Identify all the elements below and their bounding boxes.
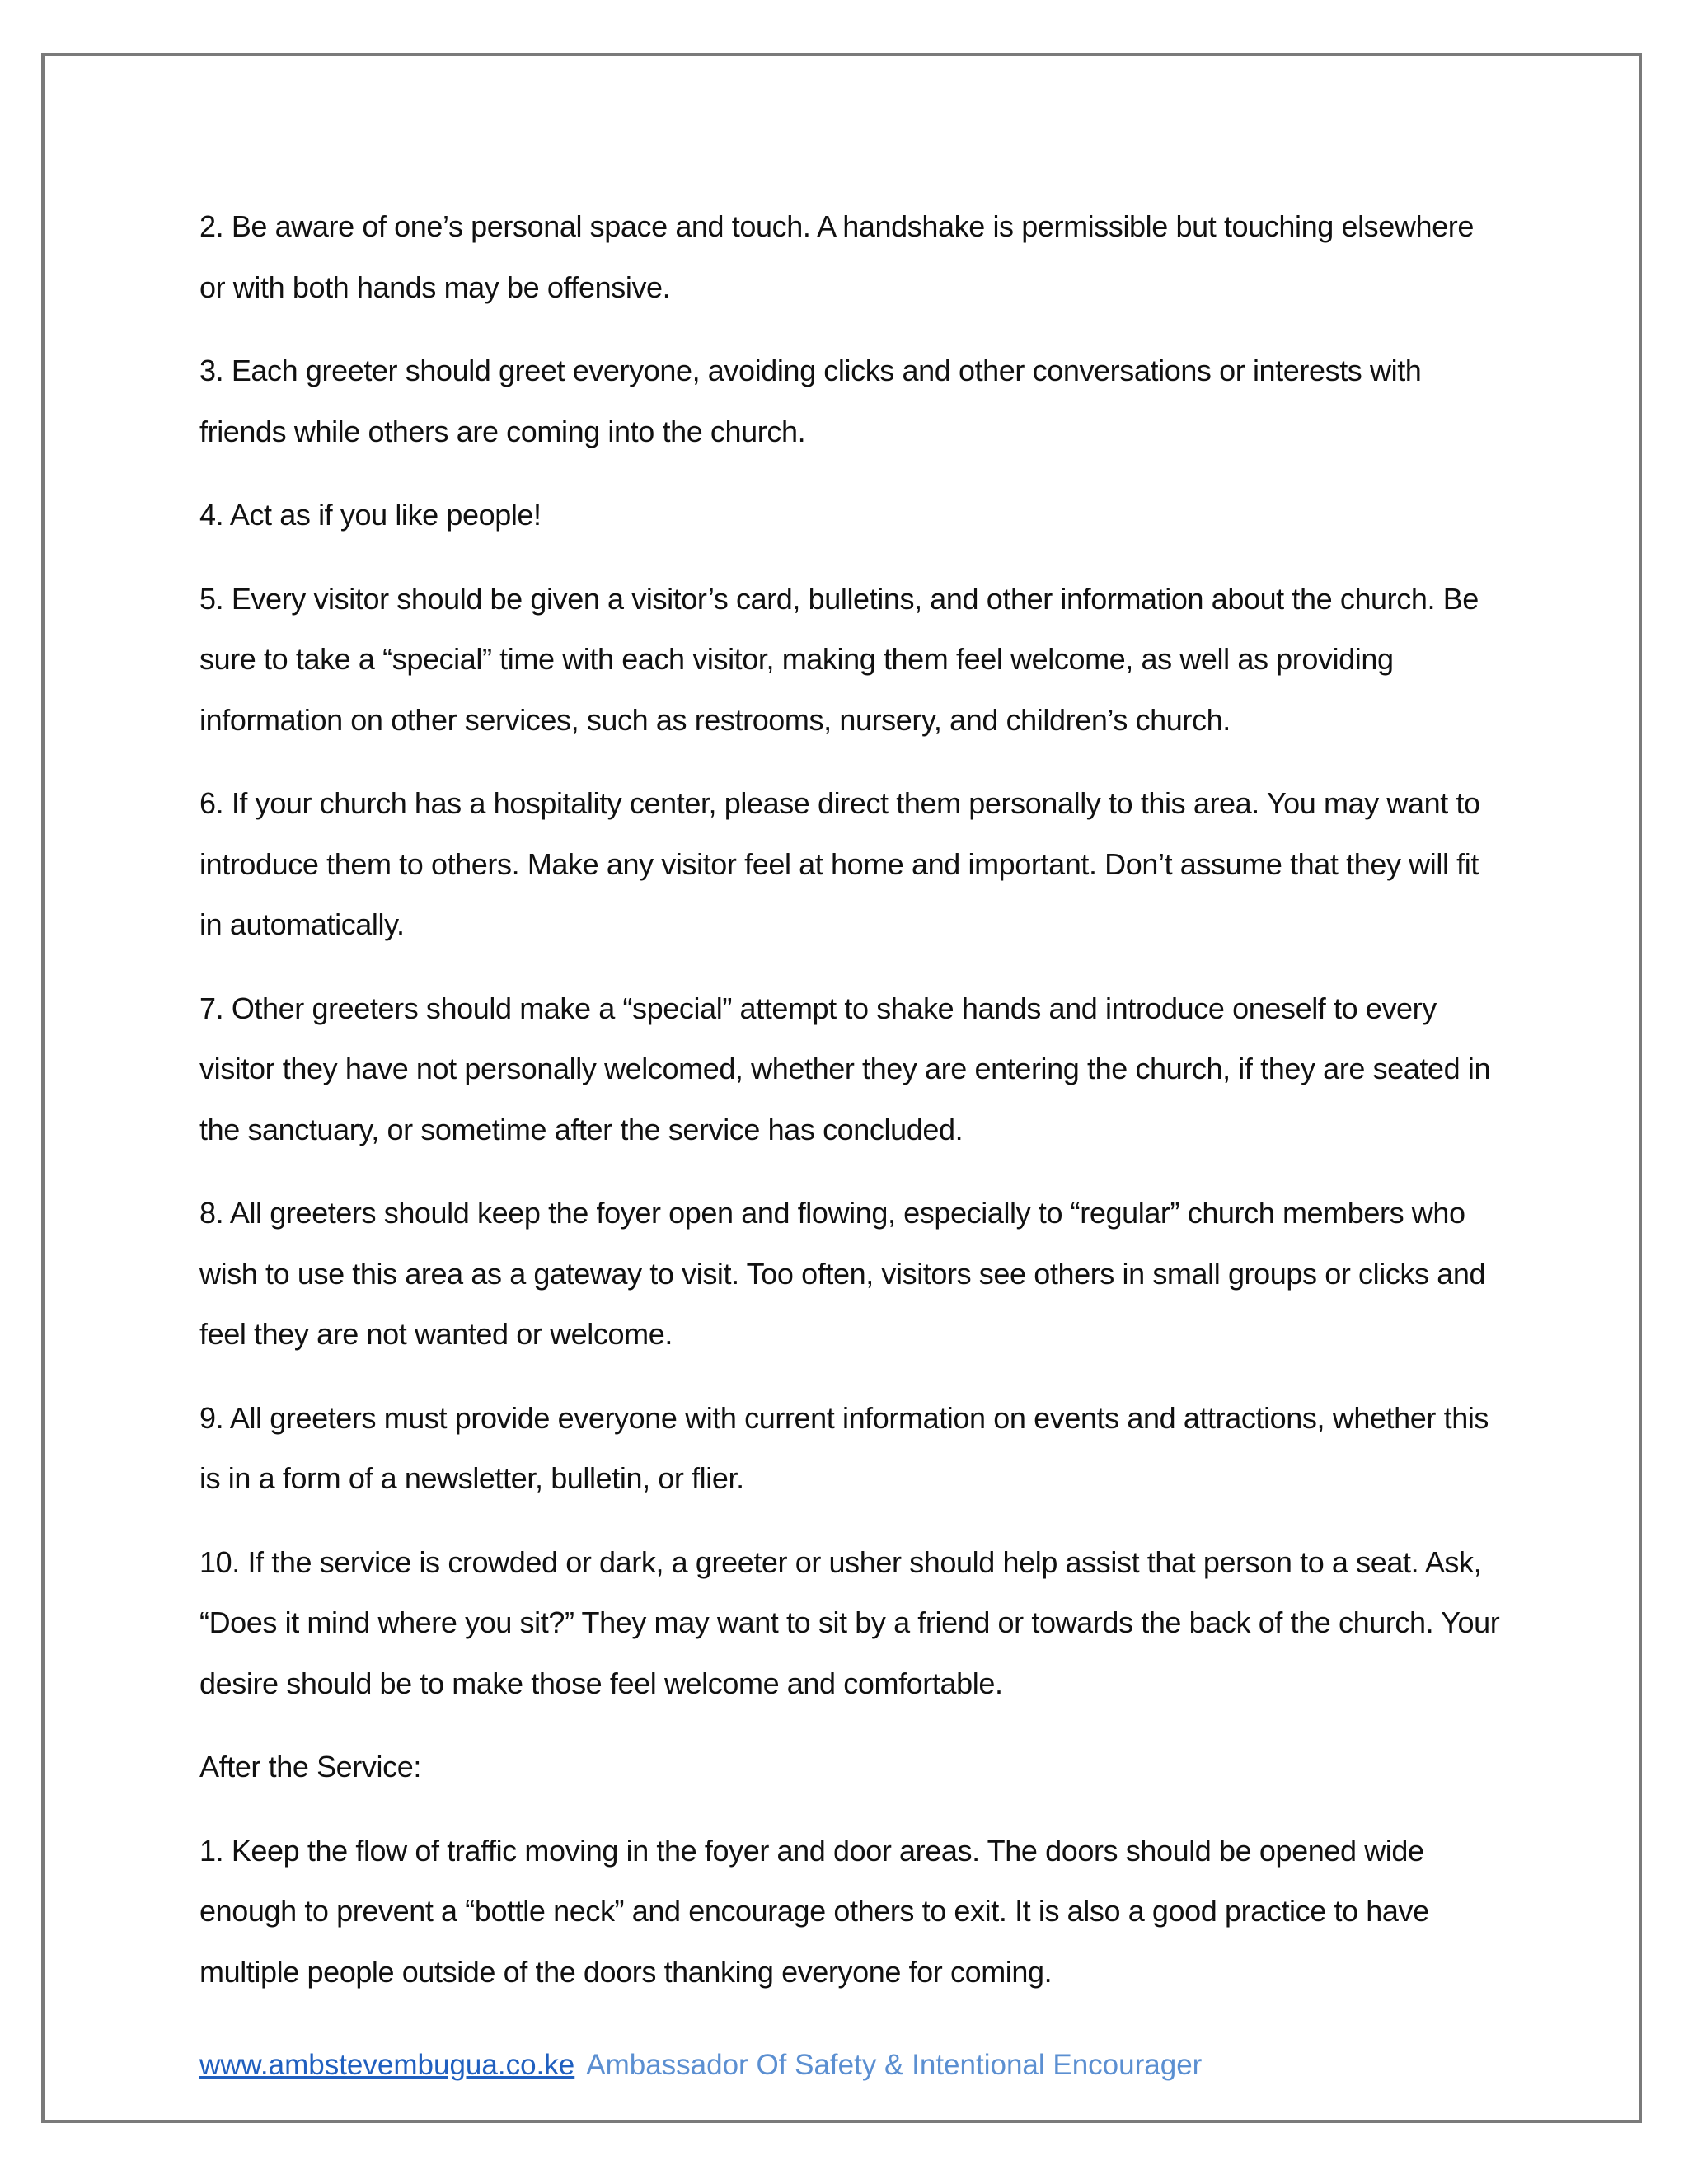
paragraph-item-4: 4. Act as if you like people! bbox=[199, 498, 542, 532]
document-body bbox=[199, 196, 1502, 2025]
paragraph-item-6: 6. If your church has a hospitality center, please direct them personally to this area. You may want to introduce them to others. Make any visitor feel at home and important. Don’t assume that they will fit in automatically. bbox=[199, 786, 1480, 941]
paragraph-item-9: 9. All greeters must provide everyone with current information on events and attractions, whether this is in a form of a newsletter, bulletin, or flier. bbox=[199, 1400, 1489, 1495]
paragraph-item-7: 7. Other greeters should make a “special” attempt to shake hands and introduce oneself to every visitor they have not personally welcomed, whether they are entering the church, if they are seated in the sanctuary, or sometime after the service has concluded. bbox=[199, 991, 1491, 1146]
paragraph-item-8: 8. All greeters should keep the foyer open and flowing, especially to “regular” church members who wish to use this area as a gateway to visit. Too often, visitors see others in small groups or clicks and feel they are not wanted or welcome. bbox=[199, 1196, 1486, 1351]
section-heading-after-service: After the Service: bbox=[199, 1750, 421, 1783]
footer-tagline: Ambassador Of Safety & Intentional Encourager bbox=[586, 2049, 1203, 2081]
paragraph-item-2: 2. Be aware of one’s personal space and touch. A handshake is permissible but touching elsewhere or with both hands may be offensive. bbox=[199, 209, 1474, 304]
page-footer bbox=[199, 2047, 1202, 2083]
paragraph-item-5: 5. Every visitor should be given a visitor’s card, bulletins, and other information about the church. Be sure to take a “special” time with each visitor, making them feel welcome, as well as providing information on other services, such as restrooms, nursery, and children’s church. bbox=[199, 581, 1479, 737]
website-link[interactable]: www.ambstevembugua.co.ke bbox=[199, 2049, 575, 2081]
paragraph-after-service-1: 1. Keep the flow of traffic moving in the foyer and door areas. The doors should be opened wide enough to prevent a “bottle neck” and encourage others to exit. It is also a good practice to have multiple people outside of the doors thanking everyone for coming. bbox=[199, 1833, 1429, 1989]
paragraph-item-10: 10. If the service is crowded or dark, a greeter or usher should help assist that person to a seat. Ask, “Does it mind where you sit?” They may want to sit by a friend or towards the back of the church. Your desire should be to make those feel welcome and comfortable. bbox=[199, 1544, 1500, 1700]
paragraph-item-3: 3. Each greeter should greet everyone, avoiding clicks and other conversations or interests with friends while others are coming into the church. bbox=[199, 354, 1422, 448]
